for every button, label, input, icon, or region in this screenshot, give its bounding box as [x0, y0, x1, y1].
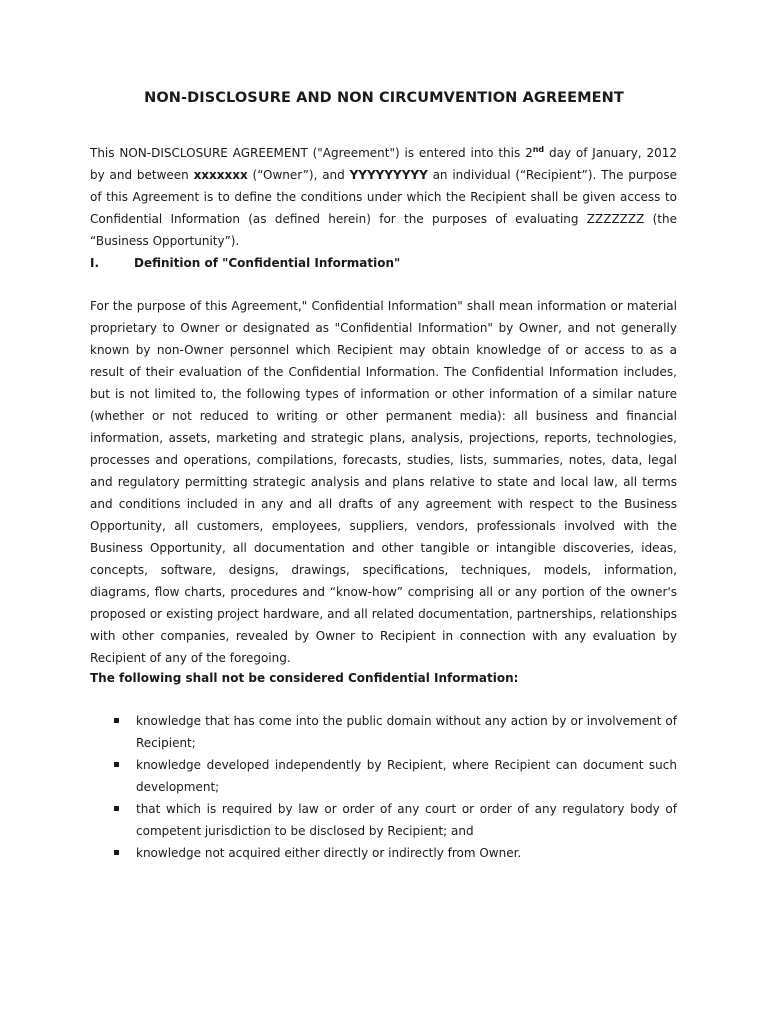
section-1-heading: [90, 254, 677, 272]
bullet-square-icon: [114, 850, 119, 855]
document-title: NON-DISCLOSURE AND NON CIRCUMVENTION AGREEMENT: [144, 90, 624, 106]
exclusions-heading: The following shall not be considered Confidential Information:: [90, 671, 519, 685]
intro-text-4: an individual (“Recipient”). The purpose of this Agreement is to define the conditions under which the Recipient shall be given access to Confidential Information (as defined herein) for the purposes of evaluating ZZZZZZZ (the “Business Opportunity”).: [90, 168, 677, 248]
list-item: [90, 798, 677, 842]
bullet-square-icon: [114, 806, 119, 811]
list-item-text: knowledge not acquired either directly or indirectly from Owner.: [136, 846, 522, 860]
list-item-text: knowledge developed independently by Recipient, where Recipient can document such development;: [136, 758, 677, 794]
owner-placeholder: xxxxxxx: [193, 168, 248, 182]
section-1-title: Definition of "Confidential Information": [134, 256, 401, 270]
intro-text-2: day of January, 2012 by and between: [90, 146, 677, 182]
section-1-number: I.: [90, 256, 100, 270]
exclusions-list: [90, 710, 677, 864]
recipient-placeholder: YYYYYYYYY: [349, 168, 428, 182]
ordinal-suffix: nd: [532, 145, 545, 154]
intro-text-1: This NON-DISCLOSURE AGREEMENT ("Agreement") is entered into this 2: [90, 146, 533, 160]
intro-paragraph: [90, 142, 677, 252]
list-item: [90, 754, 677, 798]
list-item-text: that which is required by law or order of any court or order of any regulatory body of competent jurisdiction to be disclosed by Recipient; and: [136, 802, 677, 838]
bullet-square-icon: [114, 762, 119, 767]
list-item: [90, 710, 677, 754]
definition-paragraph: For the purpose of this Agreement," Confidential Information" shall mean information or material proprietary to Owner or designated as "Confidential Information" by Owner, and not generally known by non-Owner personnel which Recipient may obtain knowledge of or access to as a result of their evaluation of the Confidential Information. The Confidential Information includes, but is not limited to, the following types of information or other information of a similar nature (whether or not reduced to writing or other permanent media): all business and financial information, assets, marketing and strategic plans, analysis, projections, reports, technologies, processes and operations, compilations, forecasts, studies, lists, summaries, notes, data, legal and regulatory permitting strategic analysis and plans relative to state and local law, all terms and conditions included in any and all drafts of any agreement with respect to the Business Opportunity, all customers, employees, suppliers, vendors, professionals involved with the Business Opportunity, all documentation and other tangible or intangible discoveries, ideas, concepts, software, designs, drawings, specifications, techniques, models, information, diagrams, flow charts, procedures and “know-how” comprising all or any portion of the owner's proposed or existing project hardware, and all related documentation, partnerships, relationships with other companies, revealed by Owner to Recipient in connection with any evaluation by Recipient of any of the foregoing.: [90, 299, 677, 665]
intro-text-3: (“Owner”), and: [247, 168, 350, 182]
list-item: [90, 842, 677, 864]
bullet-square-icon: [114, 718, 119, 723]
list-item-text: knowledge that has come into the public domain without any action by or involvement of Recipient;: [136, 714, 677, 750]
